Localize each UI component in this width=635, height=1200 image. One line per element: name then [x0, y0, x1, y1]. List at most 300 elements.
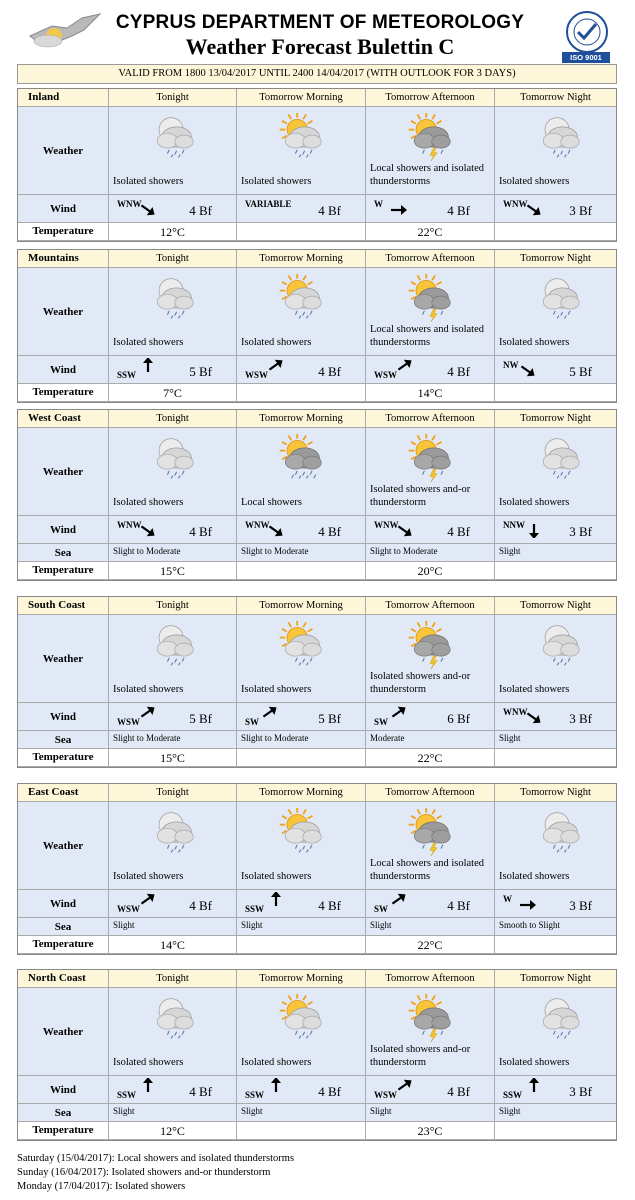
wind-force: 3 Bf	[569, 711, 592, 726]
wind-force: 5 Bf	[318, 711, 341, 726]
sea-state: Smooth to Slight	[499, 920, 561, 930]
sea-cell	[495, 918, 616, 936]
wind-label: Wind	[18, 703, 109, 731]
weather-text: Isolated showers	[499, 1057, 570, 1068]
night-cloud-rain-icon	[533, 434, 583, 482]
sun-cloud-rain-icon	[275, 808, 325, 856]
wind-arrow-icon	[139, 1078, 157, 1092]
wind-direction: SSW	[117, 1090, 137, 1100]
temperature-value: 12°C	[160, 225, 185, 239]
sea-state: Moderate	[370, 733, 405, 743]
temperature-value: 14°C	[417, 386, 443, 400]
sun-cloud-rain-icon	[275, 994, 325, 1042]
temperature-cell	[366, 223, 495, 241]
weather-cell	[109, 988, 237, 1076]
wind-cell	[109, 195, 237, 223]
sea-label: Sea	[18, 918, 109, 936]
wind-arrow-icon	[525, 203, 543, 217]
section-title: South Coast	[18, 597, 109, 615]
temperature-cell	[109, 1122, 237, 1140]
wind-arrow-icon	[390, 892, 408, 906]
wind-force: 3 Bf	[569, 203, 592, 218]
sun-cloud-thunder-icon	[404, 994, 454, 1042]
section-header	[18, 250, 616, 268]
temperature-cell	[495, 1122, 616, 1140]
temperature-cell	[237, 749, 366, 767]
temperature-cell	[237, 223, 366, 241]
period-header: Tomorrow Morning	[237, 597, 366, 615]
weather-cell	[495, 268, 616, 356]
temperature-value: 20°C	[417, 564, 443, 578]
wind-cell	[237, 890, 366, 918]
temperature-row	[18, 749, 616, 767]
wind-force: 4 Bf	[318, 203, 341, 218]
wind-arrow-icon	[261, 705, 279, 719]
sea-cell	[495, 731, 616, 749]
wind-direction: WNW	[117, 199, 142, 209]
weather-cell	[366, 802, 495, 890]
wind-cell	[366, 195, 495, 223]
night-cloud-rain-icon	[533, 808, 583, 856]
weather-cell	[366, 428, 495, 516]
period-header: Tonight	[109, 970, 237, 988]
period-header: Tomorrow Morning	[237, 970, 366, 988]
section-header	[18, 597, 616, 615]
wind-direction: SSW	[503, 1090, 523, 1100]
weather-cell	[495, 988, 616, 1076]
wind-cell	[495, 1076, 616, 1104]
period-header: Tonight	[109, 410, 237, 428]
weather-row	[18, 615, 616, 703]
section-title: Mountains	[18, 250, 109, 268]
weather-text: Isolated showers and-or thunderstorm	[370, 671, 471, 695]
wind-label: Wind	[18, 516, 109, 544]
sea-cell	[366, 1104, 495, 1122]
weather-cell	[109, 802, 237, 890]
sea-state: Slight	[499, 1106, 521, 1116]
period-header: Tomorrow Night	[495, 784, 616, 802]
wind-force: 5 Bf	[189, 711, 212, 726]
weather-text: Isolated showers	[113, 684, 184, 695]
wind-cell	[237, 703, 366, 731]
weather-text: Isolated showers	[499, 497, 570, 508]
wind-direction: WNW	[503, 199, 528, 209]
wind-force: 6 Bf	[447, 711, 470, 726]
wind-force: 4 Bf	[447, 203, 470, 218]
wind-cell	[495, 516, 616, 544]
weather-text: Isolated showers	[113, 1057, 184, 1068]
wind-arrow-icon	[519, 898, 537, 912]
period-header: Tomorrow Night	[495, 970, 616, 988]
sun-cloud-thunder-icon	[404, 274, 454, 322]
temperature-cell	[109, 562, 237, 580]
wind-cell	[366, 1076, 495, 1104]
temperature-label: Temperature	[18, 749, 109, 767]
temperature-cell	[109, 223, 237, 241]
temperature-value: 22°C	[417, 225, 443, 239]
temperature-cell	[237, 562, 366, 580]
night-cloud-rain-icon	[147, 808, 197, 856]
wind-row	[18, 890, 616, 918]
weather-text: Local showers and isolated thunderstorms	[370, 163, 485, 187]
sun-cloud-thunder-icon	[404, 621, 454, 669]
wind-row	[18, 516, 616, 544]
temperature-label: Temperature	[18, 223, 109, 241]
wind-direction: WNW	[374, 520, 399, 530]
wind-force: 4 Bf	[447, 1084, 470, 1099]
weather-text: Local showers and isolated thunderstorms	[370, 858, 485, 882]
wind-arrow-icon	[139, 705, 157, 719]
sea-label: Sea	[18, 1104, 109, 1122]
weather-text: Isolated showers	[241, 176, 312, 187]
sun-cloud-rain-icon	[275, 274, 325, 322]
wind-arrow-icon	[390, 705, 408, 719]
section-header	[18, 410, 616, 428]
weather-row	[18, 107, 616, 195]
wind-direction: WSW	[245, 370, 269, 380]
weather-text: Isolated showers	[113, 871, 184, 882]
temperature-cell	[109, 749, 237, 767]
weather-cell	[495, 428, 616, 516]
wind-arrow-icon	[267, 1078, 285, 1092]
wind-cell	[109, 516, 237, 544]
temperature-value: 15°C	[160, 751, 185, 765]
temperature-cell	[366, 936, 495, 954]
weather-cell	[109, 268, 237, 356]
wind-force: 4 Bf	[318, 1084, 341, 1099]
sea-cell	[495, 1104, 616, 1122]
wind-direction: WNW	[245, 520, 270, 530]
wind-direction: VARIABLE	[245, 199, 292, 209]
night-cloud-rain-icon	[147, 113, 197, 161]
weather-text: Isolated showers and-or thunderstorm	[370, 484, 471, 508]
sea-cell	[237, 544, 366, 562]
wind-cell	[495, 703, 616, 731]
wind-direction: NNW	[503, 520, 525, 530]
wind-force: 4 Bf	[189, 203, 212, 218]
wind-direction: WSW	[117, 717, 141, 727]
period-header: Tomorrow Afternoon	[366, 597, 495, 615]
weather-cell	[366, 107, 495, 195]
wind-direction: W	[374, 199, 383, 209]
weather-row	[18, 428, 616, 516]
sea-cell	[366, 544, 495, 562]
wind-force: 4 Bf	[189, 524, 212, 539]
wind-cell	[109, 1076, 237, 1104]
sea-label: Sea	[18, 731, 109, 749]
period-header: Tomorrow Afternoon	[366, 89, 495, 107]
page-subtitle: Weather Forecast Bulettin C	[185, 34, 455, 59]
wind-arrow-icon	[396, 524, 414, 538]
sea-cell	[109, 918, 237, 936]
period-header: Tomorrow Afternoon	[366, 410, 495, 428]
wind-force: 5 Bf	[189, 364, 212, 379]
weather-cell	[237, 268, 366, 356]
wind-direction: W	[503, 894, 512, 904]
outlook-line: Saturday (15/04/2017): Local showers and isolated thunderstorms	[17, 1153, 295, 1164]
temperature-row	[18, 562, 616, 580]
header	[0, 0, 635, 60]
temperature-cell	[495, 223, 616, 241]
wind-cell	[495, 356, 616, 384]
sea-state: Slight	[499, 546, 521, 556]
sea-state: Slight to Moderate	[241, 546, 309, 556]
wind-force: 5 Bf	[569, 364, 592, 379]
wind-cell	[237, 356, 366, 384]
temperature-label: Temperature	[18, 384, 109, 402]
period-header: Tomorrow Afternoon	[366, 970, 495, 988]
weather-row	[18, 802, 616, 890]
wind-force: 4 Bf	[447, 898, 470, 913]
temperature-label: Temperature	[18, 562, 109, 580]
wind-arrow-icon	[396, 358, 414, 372]
temperature-cell	[366, 749, 495, 767]
iso-label: ISO 9001	[562, 52, 610, 63]
wind-force: 4 Bf	[189, 898, 212, 913]
temperature-row	[18, 223, 616, 241]
wind-cell	[366, 516, 495, 544]
period-header: Tomorrow Afternoon	[366, 250, 495, 268]
sea-cell	[109, 1104, 237, 1122]
wind-arrow-icon	[139, 524, 157, 538]
weather-text: Isolated showers	[241, 1057, 312, 1068]
sea-label: Sea	[18, 544, 109, 562]
sea-cell	[109, 731, 237, 749]
wind-direction: SSW	[245, 904, 265, 914]
period-header: Tomorrow Night	[495, 89, 616, 107]
wind-cell	[109, 356, 237, 384]
wind-direction: WSW	[374, 1090, 398, 1100]
validity-banner: VALID FROM 1800 13/04/2017 UNTIL 2400 14/04/2017 (WITH OUTLOOK FOR 3 DAYS)	[17, 64, 617, 84]
period-header: Tonight	[109, 597, 237, 615]
period-header: Tomorrow Afternoon	[366, 784, 495, 802]
wind-arrow-icon	[267, 892, 285, 906]
section-north-coast	[17, 969, 617, 1141]
sea-state: Slight	[241, 1106, 263, 1116]
temperature-row	[18, 384, 616, 402]
wind-force: 4 Bf	[189, 1084, 212, 1099]
weather-cell	[109, 615, 237, 703]
night-cloud-rain-icon	[147, 434, 197, 482]
temperature-value: 22°C	[417, 751, 443, 765]
wind-force: 3 Bf	[569, 898, 592, 913]
wind-force: 4 Bf	[318, 524, 341, 539]
wind-direction: WNW	[503, 707, 528, 717]
wind-row	[18, 356, 616, 384]
sea-row	[18, 918, 616, 936]
section-header	[18, 89, 616, 107]
temperature-cell	[366, 562, 495, 580]
temperature-label: Temperature	[18, 1122, 109, 1140]
section-mountains	[17, 249, 617, 403]
temperature-cell	[237, 384, 366, 402]
temperature-cell	[495, 936, 616, 954]
sea-row	[18, 731, 616, 749]
wind-direction: WSW	[117, 904, 141, 914]
night-cloud-rain-icon	[533, 274, 583, 322]
night-cloud-rain-icon	[147, 994, 197, 1042]
temperature-cell	[109, 384, 237, 402]
page-title: CYPRUS DEPARTMENT OF METEOROLOGY	[115, 12, 525, 33]
weather-text: Local showers and isolated thunderstorms	[370, 324, 485, 348]
weather-text: Isolated showers	[113, 337, 184, 348]
sea-cell	[366, 731, 495, 749]
temperature-value: 22°C	[417, 938, 443, 952]
wind-cell	[109, 890, 237, 918]
sun-cloud-rain-icon	[275, 113, 325, 161]
night-cloud-rain-icon	[533, 113, 583, 161]
wind-direction: SSW	[245, 1090, 265, 1100]
wind-cell	[237, 516, 366, 544]
sea-cell	[366, 918, 495, 936]
weather-label: Weather	[18, 615, 109, 703]
temperature-cell	[495, 562, 616, 580]
wind-direction: NW	[503, 360, 519, 370]
wind-arrow-icon	[267, 358, 285, 372]
wind-cell	[495, 890, 616, 918]
weather-cell	[366, 615, 495, 703]
weather-cell	[237, 107, 366, 195]
wind-force: 3 Bf	[569, 524, 592, 539]
sea-state: Slight	[499, 733, 521, 743]
weather-cell	[495, 802, 616, 890]
period-header: Tomorrow Morning	[237, 89, 366, 107]
wind-arrow-icon	[390, 203, 408, 217]
sea-state: Slight	[113, 920, 135, 930]
sea-state: Slight	[113, 1106, 135, 1116]
wind-force: 4 Bf	[447, 524, 470, 539]
sea-cell	[109, 544, 237, 562]
sun-cloud-thunder-icon	[404, 434, 454, 482]
section-title: East Coast	[18, 784, 109, 802]
sea-state: Slight to Moderate	[113, 733, 181, 743]
weather-cell	[109, 107, 237, 195]
sea-cell	[237, 731, 366, 749]
period-header: Tonight	[109, 784, 237, 802]
outlook-line: Sunday (16/04/2017): Isolated showers and-or thunderstorm	[17, 1167, 271, 1178]
wind-arrow-icon	[267, 524, 285, 538]
weather-text: Isolated showers	[499, 684, 570, 695]
sea-cell	[237, 1104, 366, 1122]
weather-label: Weather	[18, 802, 109, 890]
weather-cell	[237, 988, 366, 1076]
temperature-row	[18, 1122, 616, 1140]
wind-cell	[237, 195, 366, 223]
wind-cell	[109, 703, 237, 731]
sea-state: Slight	[370, 920, 392, 930]
wind-label: Wind	[18, 1076, 109, 1104]
sea-row	[18, 544, 616, 562]
wind-arrow-icon	[396, 1078, 414, 1092]
weather-label: Weather	[18, 268, 109, 356]
weather-cell	[495, 615, 616, 703]
sea-cell	[237, 918, 366, 936]
night-cloud-rain-icon	[533, 994, 583, 1042]
sea-row	[18, 1104, 616, 1122]
weather-cell	[366, 268, 495, 356]
weather-text: Isolated showers	[241, 337, 312, 348]
wind-direction: SW	[374, 717, 389, 727]
wind-direction: WSW	[374, 370, 398, 380]
weather-cell	[237, 615, 366, 703]
temperature-cell	[109, 936, 237, 954]
temperature-cell	[495, 749, 616, 767]
weather-row	[18, 268, 616, 356]
weather-text: Isolated showers	[113, 176, 184, 187]
wind-cell	[366, 890, 495, 918]
wind-arrow-icon	[525, 711, 543, 725]
temperature-value: 23°C	[417, 1124, 443, 1138]
wind-direction: SSW	[117, 370, 137, 380]
sea-state: Slight to Moderate	[370, 546, 438, 556]
period-header: Tonight	[109, 250, 237, 268]
night-cloud-rain-icon	[147, 274, 197, 322]
cyprus-map-logo-icon	[12, 6, 107, 56]
weather-text: Local showers	[241, 497, 302, 508]
wind-direction: SW	[374, 904, 389, 914]
section-header	[18, 970, 616, 988]
weather-text: Isolated showers	[499, 176, 570, 187]
weather-cell	[366, 988, 495, 1076]
section-title: West Coast	[18, 410, 109, 428]
weather-text: Isolated showers and-or thunderstorm	[370, 1044, 471, 1068]
weather-label: Weather	[18, 988, 109, 1076]
wind-label: Wind	[18, 356, 109, 384]
wind-direction: SW	[245, 717, 260, 727]
weather-text: Isolated showers	[241, 684, 312, 695]
temperature-label: Temperature	[18, 936, 109, 954]
weather-row	[18, 988, 616, 1076]
wind-cell	[495, 195, 616, 223]
section-header	[18, 784, 616, 802]
weather-cell	[109, 428, 237, 516]
outlook-line: Monday (17/04/2017): Isolated showers	[17, 1181, 186, 1192]
wind-cell	[237, 1076, 366, 1104]
section-south-coast	[17, 596, 617, 768]
section-inland	[17, 88, 617, 242]
wind-row	[18, 195, 616, 223]
period-header: Tonight	[109, 89, 237, 107]
wind-arrow-icon	[139, 203, 157, 217]
period-header: Tomorrow Night	[495, 597, 616, 615]
wind-direction: WNW	[117, 520, 142, 530]
section-title: Inland	[18, 89, 109, 107]
sea-state: Slight to Moderate	[241, 733, 309, 743]
sun-cloud-thunder-icon	[404, 113, 454, 161]
wind-arrow-icon	[519, 364, 537, 378]
sea-state: Slight to Moderate	[113, 546, 181, 556]
period-header: Tomorrow Night	[495, 250, 616, 268]
temperature-value: 15°C	[160, 564, 185, 578]
wind-row	[18, 703, 616, 731]
sea-cell	[495, 544, 616, 562]
period-header: Tomorrow Morning	[237, 410, 366, 428]
weather-label: Weather	[18, 107, 109, 195]
weather-cell	[495, 107, 616, 195]
temperature-value: 14°C	[160, 938, 185, 952]
wind-label: Wind	[18, 890, 109, 918]
wind-arrow-icon	[525, 1078, 543, 1092]
weather-cell	[237, 802, 366, 890]
night-cloud-rain-icon	[147, 621, 197, 669]
wind-cell	[366, 703, 495, 731]
temperature-cell	[366, 1122, 495, 1140]
wind-force: 4 Bf	[318, 898, 341, 913]
temperature-cell	[237, 1122, 366, 1140]
wind-cell	[366, 356, 495, 384]
section-east-coast	[17, 783, 617, 955]
wind-force: 3 Bf	[569, 1084, 592, 1099]
